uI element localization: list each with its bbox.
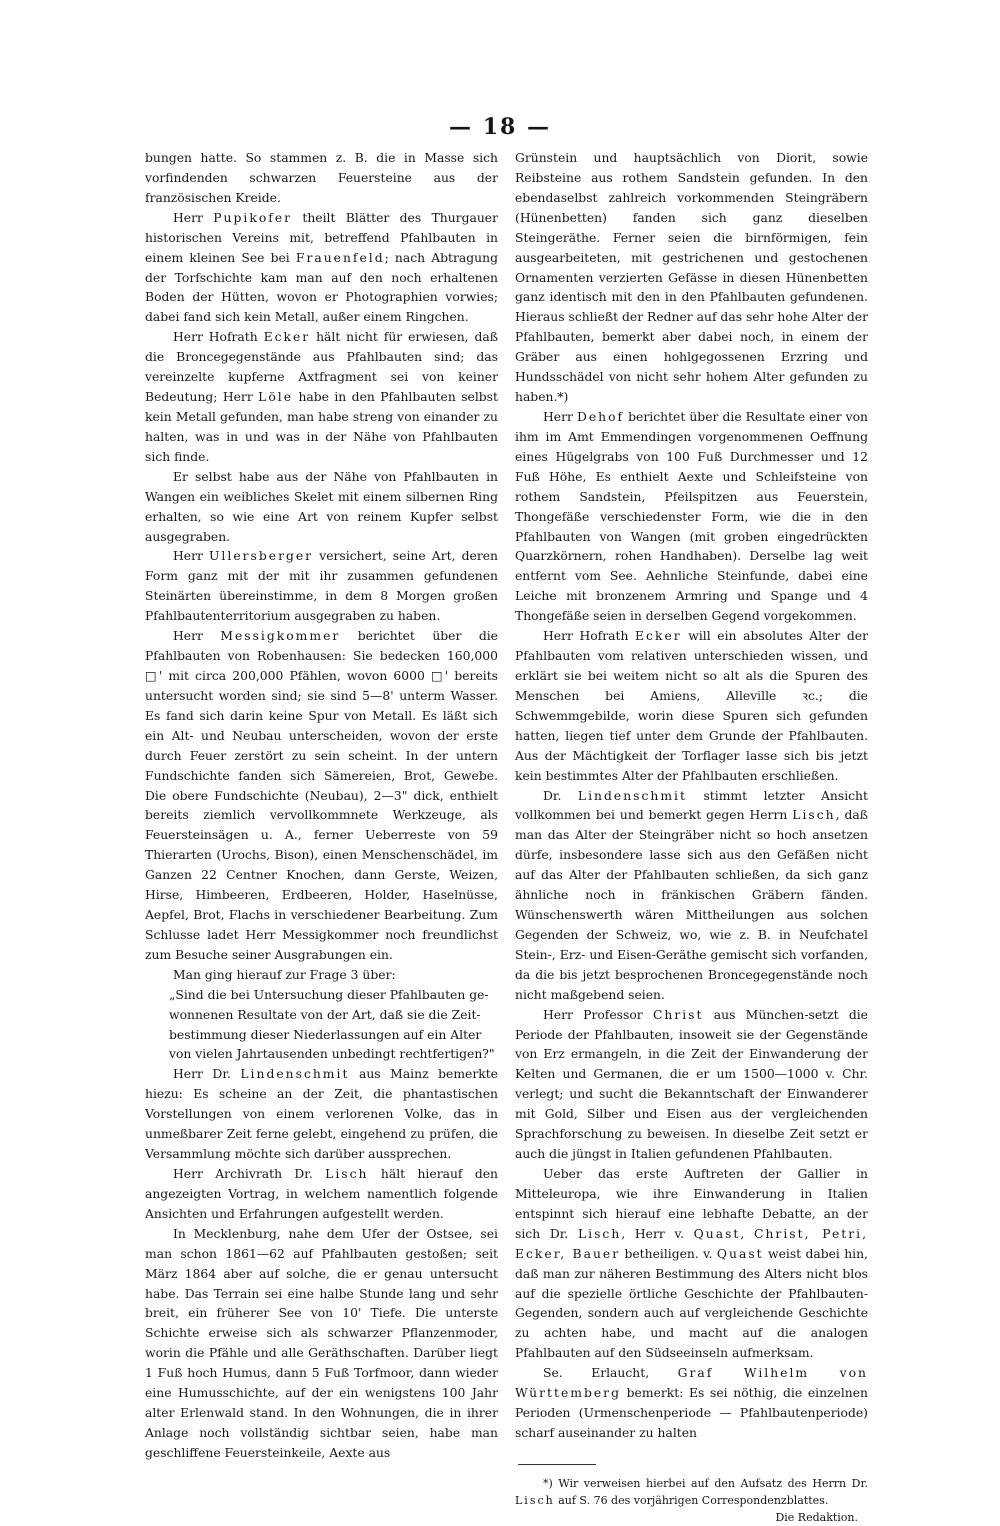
right-column [515,149,868,1526]
paragraph [145,1225,498,1464]
paragraph-text: hält hierauf den angezeigten Vortrag, in welchem namentlich folgende Ansichten und Erfahrungen aufgestellt werden. [145,1167,498,1221]
page-number: — 18 — [449,114,551,140]
person-name: Lisch [577,1226,622,1241]
paragraph-text: will ein absolutes Alter der Pfahlbauten vom relativen unterschieden wissen, und erklärt sie bei weitem nicht so alt als die Spuren des Menschen bei Amiens, Alleville ꝛc.; die Schwemmgebilde, worin diese Spuren sich gefunden hatten, liegen tief unter dem Grunde der Pfahlbauten. Aus der Mächtigkeit der Torflager lasse sich bis jetzt kein bestimmtes Alter der Pfahlbauten erschließen. [515,629,868,783]
person-name: Pupikofer [213,210,293,225]
paragraph-text: habe in den Pfahlbauten selbst kein Metall gefunden, man habe streng von einander zu halten, was in und was in der Nähe von Pfahlbauten sich finde. [145,390,498,464]
paragraph [145,328,498,467]
paragraph-text: hält nicht für erwiesen, daß die Broncegegenstände aus Pfahlbauten sind; das vereinzelte kupferne Axtfragment sei von keiner Bedeutung; Herr [145,330,498,405]
title-word: Herr Dr. [173,1067,231,1082]
quote-line: bestimmung dieser Niederlassungen auf ein Alter [169,1027,482,1042]
person-name: Lindenschmit [577,788,687,803]
paragraph [145,209,498,329]
title-word: Herr Hofrath [543,629,629,644]
person-name: Christ [652,1007,704,1022]
paragraph-text: , Herr v. [621,1226,684,1241]
paragraph [515,1364,868,1444]
paragraph [145,1065,498,1165]
title-word: Dr. [543,788,562,803]
quote-line: von vielen Jahrtausenden unbedingt rechtfertigen?" [169,1047,495,1062]
paragraph [145,468,498,548]
paragraph-text: aus Mainz bemerkte hiezu: Es scheine an der Zeit, die phantastischen Vorstellungen von einem verlorenen Volke, das in unmeßbarer Zeit ferne gelebt, eingehend zu prüfen, die Versammlung möchte sich darüber aussprechen. [145,1067,498,1162]
footnote-text: auf S. 76 des vorjährigen Correspondenzblattes. [558,1493,829,1507]
paragraph [145,627,498,966]
paragraph-text: , daß man das Alter der Steingräber nicht so hoch ansetzen dürfe, insbesondere lasse sich aus den Gefäßen nicht auf das Alter der Pfahlbauten schließen, da sich ganz ähnliche noch in fränkischen Gräbern fänden. Wünschenswerth wären Mittheilungen aus solchen Gegenden der Schweiz, wo, wie z. B. in Neufchatel Stein-, Erz- und Eisen-Geräthe gemischt sich vorfanden, da die bis jetzt besprochenen Broncegegenstände noch nicht maßgebend seien. [515,808,868,1002]
paragraph-text: theilt Blätter des Thurgauer historischen Vereins mit, betreffend Pfahlbauten in einem kleinen See bei [145,210,498,265]
paragraph-text: ; nach Abtragung der Torfschichte kam man auf den noch erhaltenen Boden der Hütten, wovon er Photographien vorwies; dabei fand sich kein Metall, außer einem Ringchen. [145,250,498,325]
title-word: Herr [543,409,573,424]
paragraph [145,149,498,209]
person-names: Christ, Petri, Ecker, Bauer [515,1226,868,1261]
title-word: Herr Professor [543,1007,643,1022]
person-name: Ecker [635,629,682,644]
paragraph-text: , [740,1226,745,1241]
paragraph [145,547,498,627]
quote-line: wonnenen Resultate von der Art, daß sie die Zeit- [169,1007,481,1022]
person-name: Lisch [792,808,836,823]
person-name: Quast [716,1246,764,1261]
paragraph [515,787,868,1006]
paragraph [145,1165,498,1225]
person-name: Graf Wilhelm von Württemberg [515,1366,868,1401]
person-name: Lisch [325,1167,369,1182]
paragraph-text: In Mecklenburg, nahe dem Ufer der Ostsee, sei man schon 1861—62 auf Pfahlbauten gestoßen; seit März 1864 aber auf solche, die er genau untersucht habe. Das Terrain sei eine halbe Stunde lang und sehr breit, ein früherer See von 10' Tiefe. Die unterste Schichte erweise sich als schwarzer Pflanzenmoder, worin die Pfähle und alle Geräthschaften. Darüber liegt 1 Fuß hoch Humus, dann 5 Fuß Torfmoor, dann wieder eine Humusschichte, auf der ein wenigstens 100 Jahr alter Erlenwald stand. In den Wohnungen, die in ihrer Anlage noch vollständig sichtbar seien, habe man geschliffene Feuersteinkeile, Aexte aus [145,1226,498,1460]
paragraph-text: bungen hatte. So stammen z. B. die in Masse sich vorfindenden schwarzen Feuersteine aus der französischen Kreide. [145,151,498,205]
person-name: Löle [258,390,294,405]
person-name: Lindenschmit [240,1067,350,1082]
person-name: Lisch [515,1493,555,1507]
footnote-signature: Die Redaktion. [775,1510,858,1524]
footnote-text: *) Wir verweisen hierbei auf den Aufsatz des Herrn Dr. [543,1476,868,1490]
person-name: Ecker [263,330,311,345]
person-name: Quast [693,1226,741,1241]
paragraph-text: Se. Erlaucht, [543,1366,650,1381]
paragraph-text: berichtet über die Pfahlbauten von Robenhausen: Sie bedecken 160,000 □' mit circa 200,000 Pfählen, wovon 6000 □' bereits untersucht worden sind; sie sind 5—8' unterm Wasser. Es fand sich darin keine Spur von Metall. Es läßt sich ein Alt- und Neubau unterscheiden, wovon der erste durch Feuer zerstört zu sein scheint. In der untern Fundschichte fanden sich Sämereien, Brot, Gewebe. Die obere Fundschichte (Neubau), 2—3" dick, enthielt bereits ziemlich vervollkommnete Werkzeuge, als Feuersteinsägen u. A., ferner Ueberreste von 59 Thierarten (Urochs, Bison), einen Menschenschädel, im Ganzen 22 Centner Knochen, dann Gerste, Weizen, Hirse, Himbeeren, Erdbeeren, Holder, Haselnüsse, Aepfel, Brot, Flachs in verschiedener Bearbeitung. Zum Schlusse ladet Herr Messigkommer noch freundlichst zum Besuche seiner Ausgrabungen ein. [145,629,498,962]
paragraph-text: Er selbst habe aus der Nähe von Pfahlbauten in Wangen ein weibliches Skelet mit einem silbernen Ring erhalten, so wie eine Art von reinem Kupfer selbst ausgegraben. [145,469,498,544]
paragraph-text: berichtet über die Resultate einer von ihm im Amt Emmendingen vorgenommenen Oeffnung eines Hügelgrabs von 100 Fuß Durchmesser und 12 Fuß Höhe, Es enthielt Aexte und Schleifsteine von rothem Sandstein, Pfeilspitzen aus Feuerstein, Thongefäße verschiedenster Form, wie die in den Pfahlbauten von Wangen (mit groben eingedrückten Quarzkörnern, rohen Handhaben). Derselbe lag weit entfernt vom See. Aehnliche Steinfunde, dabei eine Leiche mit bronzenem Armring und Spange und 4 Thongefäße seien in derselben Gegend vorgekommen. [515,409,868,624]
footnote-divider [518,1464,596,1465]
paragraph [145,966,498,986]
paragraph [515,627,868,786]
paragraph-text: stimmt letzter Ansicht vollkommen bei und bemerkt gegen Herrn [515,788,868,823]
paragraph-text: versichert, seine Art, deren Form ganz mit der mit ihr zusammen gefundenen Steinärten übereinstimme, in dem 8 Morgen großen Pfahlbautenterritorium ausgegraben zu haben. [145,549,498,624]
title-word: Herr Hofrath [173,330,258,345]
title-word: Herr [173,629,203,644]
title-word: Herr Archivrath Dr. [173,1167,313,1182]
footnote [515,1475,868,1509]
paragraph-text: aus München-setzt die Periode der Pfahlbauten, insoweit sie der Gegenstände von Erz ermangeln, in die Zeit der Einwanderung der Kelten und Germanen, die er um 1500—1000 v. Chr. verlegt; und sucht die Bekanntschaft der Einwanderer mit Gold, Silber und Eisen aus der vergleichenden Sprachforschung zu beweisen. In dieselbe Zeit setzt er auch die jüngst in Italien gefundenen Pfahlbauten. [515,1007,868,1162]
paragraph-text: Man ging hierauf zur Frage 3 über: [173,967,396,982]
title-word: Herr [173,210,203,225]
quoted-question [145,986,498,1066]
person-name: Ullersberger [209,549,314,564]
paragraph-text: betheiligen. v. [624,1246,713,1261]
paragraph [515,149,868,408]
place-name: Frauenfeld [295,250,385,265]
left-column [145,149,498,1464]
person-name: Dehof [576,409,625,424]
paragraph-text: Ueber das erste Auftreten der Gallier in Mitteleuropa, wie ihre Einwanderung in Italien entspinnt sich hierauf eine lebhafte Debatte, an der sich Dr. [515,1167,868,1241]
paragraph-text: weist dabei hin, daß man zur näheren Bestimmung des Alters nicht blos auf die spezielle örtliche Geschichte der Pfahlbauten-Gegenden, sondern auch auf vergleichende Geschichte zu achten habe, und macht auf die analogen Pfahlbauten auf den Südseeinseln aufmerksam. [515,1246,868,1361]
title-word: Herr [173,549,203,564]
paragraph [515,1006,868,1165]
paragraph-text: Grünstein und hauptsächlich von Diorit, sowie Reibsteine aus rothem Sandstein gefunden. In den ebendaselbst zahlreich vorkommenden Steingräbern (Hünenbetten) fanden sich ganz dieselben Steingeräthe. Ferner seien die birnförmigen, fein ausgearbeiteten, mit gestrichenen und gestochenen Ornamenten verzierten Gefässe in diesen Hünenbetten ganz identisch mit den in den Pfahlbauten gefundenen. Hieraus schließt der Redner auf das sehr hohe Alter der Pfahlbauten, bemerkt aber dabei noch, in einem der Gräber aus einen hohlgegossenen Erzring und Hundsschädel von nicht sehr hohem Alter gefunden zu haben.*) [515,151,868,405]
quote-line: „Sind die bei Untersuchung dieser Pfahlbauten ge- [169,987,489,1002]
paragraph [515,1165,868,1364]
paragraph-text: bemerkt: Es sei nöthig, die einzelnen Perioden (Urmenschenperiode — Pfahlbautenperiode) scharf auseinander zu halten [515,1386,868,1440]
paragraph [515,408,868,627]
person-name: Messigkommer [220,629,341,644]
